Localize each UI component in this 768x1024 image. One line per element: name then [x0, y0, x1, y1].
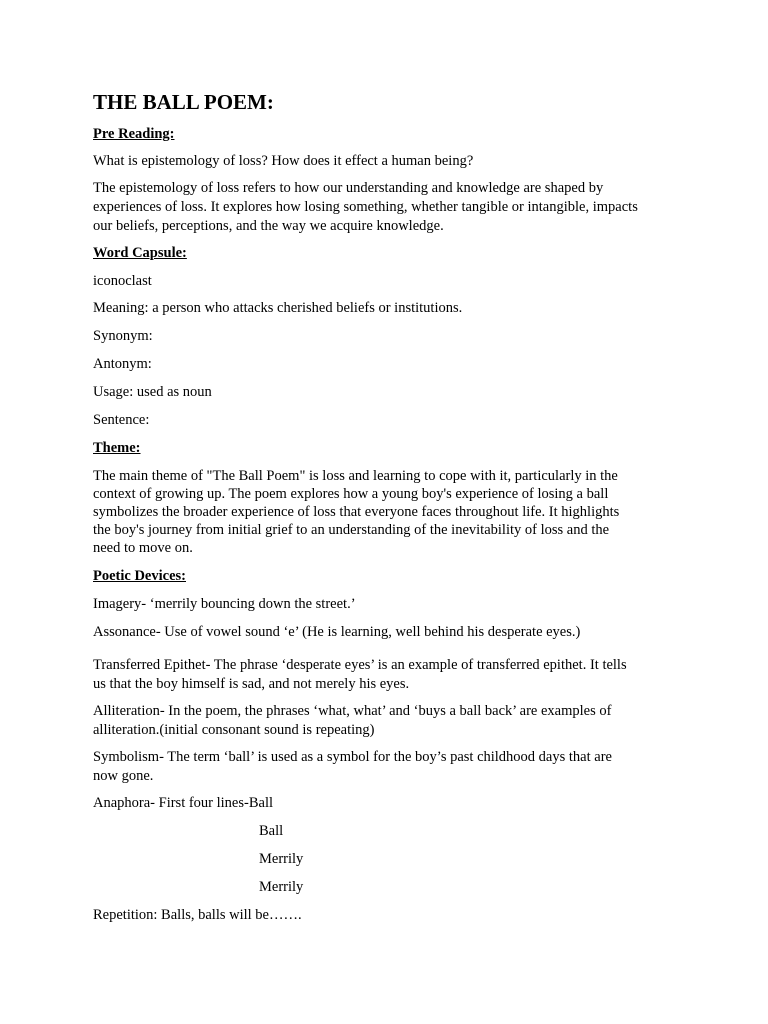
- anaphora-line: Anaphora- First four lines-Ball: [93, 795, 274, 811]
- word-capsule-heading: Word Capsule:: [93, 245, 187, 261]
- alliteration-line: alliteration.(initial consonant sound is repeating): [93, 722, 375, 738]
- transferred-epithet-line: us that the boy himself is sad, and not merely his eyes.: [93, 676, 410, 692]
- page-title: THE BALL POEM:: [93, 90, 274, 114]
- pre-reading-heading: Pre Reading:: [93, 126, 175, 142]
- word-capsule-usage: Usage: used as noun: [93, 384, 212, 400]
- theme-line: need to move on.: [93, 540, 193, 556]
- alliteration-line: Alliteration- In the poem, the phrases ‘what, what’ and ‘buys a ball back’ are examples of: [93, 703, 612, 719]
- theme-line: The main theme of "The Ball Poem" is loss and learning to cope with it, particularly in the: [93, 468, 618, 484]
- theme-heading: Theme:: [93, 440, 141, 456]
- repetition-line: Repetition: Balls, balls will be…….: [93, 907, 302, 923]
- theme-line: the boy's journey from initial grief to an understanding of the inevitability of loss and the: [93, 522, 610, 538]
- anaphora-verse-line: Merrily: [259, 851, 304, 867]
- theme-line: symbolizes the broader experience of loss that everyone faces throughout life. It highlights: [93, 504, 620, 520]
- symbolism-line: now gone.: [93, 768, 154, 784]
- word-capsule-meaning: Meaning: a person who attacks cherished beliefs or institutions.: [93, 300, 463, 316]
- imagery-line: Imagery- ‘merrily bouncing down the street.’: [93, 596, 356, 612]
- assonance-line: Assonance- Use of vowel sound ‘e’ (He is learning, well behind his desperate eyes.): [93, 624, 581, 640]
- word-capsule-sentence: Sentence:: [93, 412, 150, 428]
- word-capsule-antonym: Antonym:: [93, 356, 152, 372]
- pre-reading-answer-line: The epistemology of loss refers to how our understanding and knowledge are shaped by: [93, 180, 604, 196]
- transferred-epithet-line: Transferred Epithet- The phrase ‘desperate eyes’ is an example of transferred epithet. It tells: [93, 657, 627, 673]
- anaphora-verse-line: Ball: [259, 823, 284, 839]
- word-capsule-word: iconoclast: [93, 273, 152, 289]
- pre-reading-answer-line: our beliefs, perceptions, and the way we acquire knowledge.: [93, 218, 444, 234]
- word-capsule-synonym: Synonym:: [93, 328, 153, 344]
- symbolism-line: Symbolism- The term ‘ball’ is used as a symbol for the boy’s past childhood days that are: [93, 749, 612, 765]
- anaphora-verse-line: Merrily: [259, 879, 304, 895]
- pre-reading-question: What is epistemology of loss? How does it effect a human being?: [93, 153, 474, 169]
- pre-reading-answer-line: experiences of loss. It explores how losing something, whether tangible or intangible, impacts: [93, 199, 638, 215]
- poetic-devices-heading: Poetic Devices:: [93, 568, 186, 584]
- theme-line: context of growing up. The poem explores how a young boy's experience of losing a ball: [93, 486, 609, 502]
